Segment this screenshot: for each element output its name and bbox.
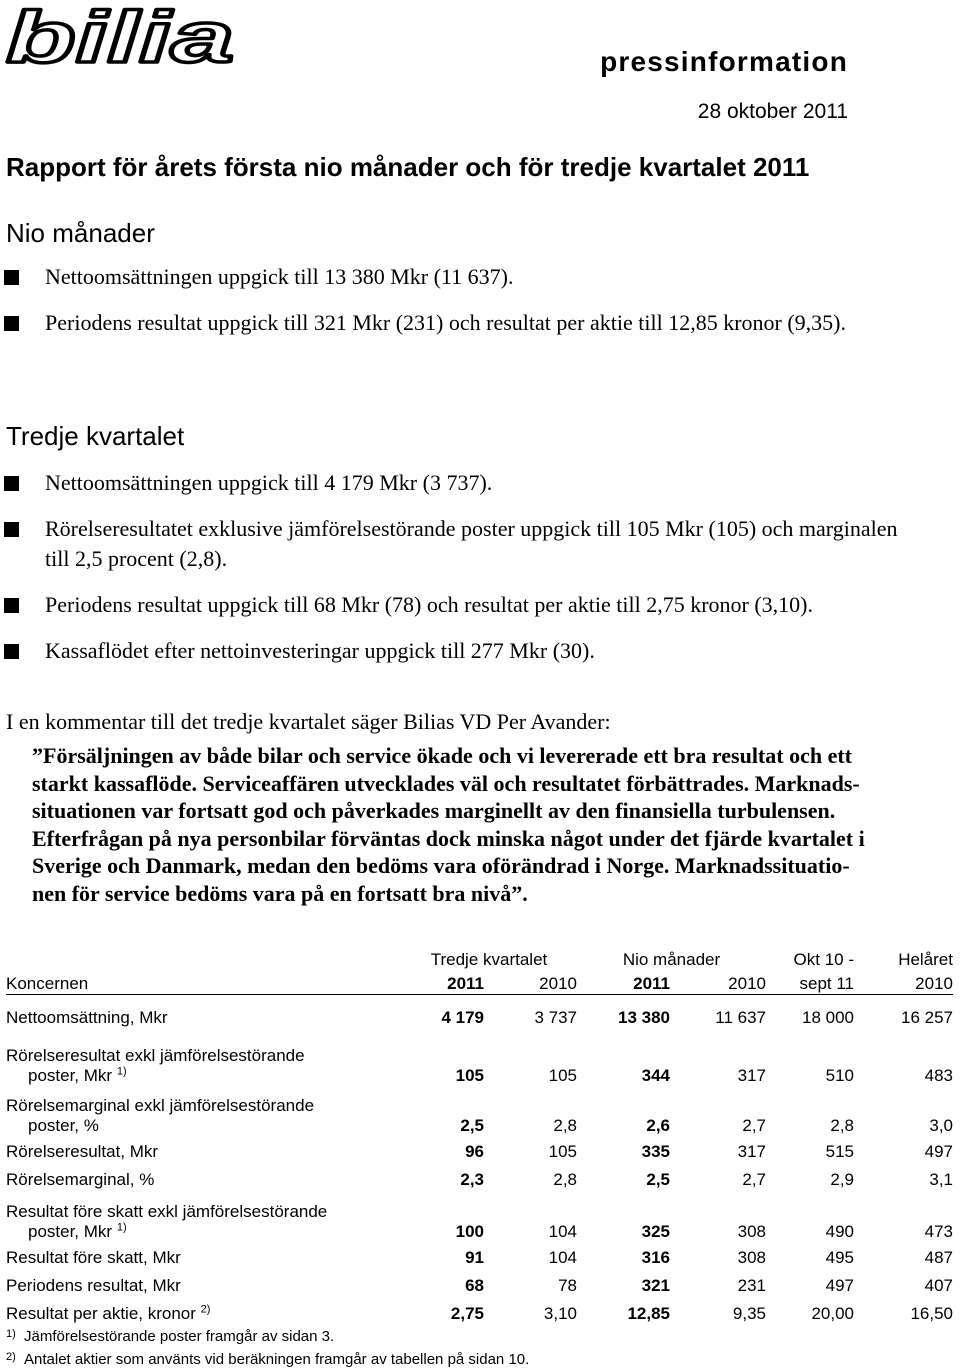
table-row [6,1296,953,1324]
square-bullet-icon [4,644,19,659]
bullet-text: Kassaflödet efter nettoinvesteringar uppgick till 277 Mkr (30). [45,638,595,663]
bullet-item [0,514,900,574]
table-cell: 2,5 [460,1116,484,1135]
col-group-okt-sept-line1: Okt 10 - [793,950,854,969]
row-label [6,1086,401,1136]
row-label-text: Rörelsemarginal exkl jämförelsestörande [6,1096,315,1115]
row-label-text: Resultat före skatt exkl jämförelsestörande [6,1202,328,1221]
footnote [6,1351,529,1368]
table-cell: 317 [737,1066,766,1085]
square-bullet-icon [4,476,19,491]
table-cell: 490 [825,1222,854,1241]
footnote-ref: 2) [200,1303,211,1316]
table-cell: 20,00 [811,1304,854,1323]
bullet-item [0,636,900,666]
square-bullet-icon [4,598,19,613]
row-label [6,1242,401,1268]
col-year: 2010 [915,973,953,993]
quote-line: starkt kassaflöde. Serviceaffären utvecklades väl och resultatet förbättrades. Marknads- [32,770,860,796]
col-year: 2010 [539,973,577,993]
table-cell: 316 [641,1248,670,1267]
table-cell: 308 [737,1248,766,1267]
row-label-continuation [6,1116,401,1136]
section-heading-q3: Tredje kvartalet [6,421,185,451]
table-cell: 335 [641,1142,670,1161]
footnote-ref: 1) [116,1221,127,1234]
table-cell: 2,6 [646,1116,670,1135]
table-cell: 3,1 [929,1170,953,1189]
bullet-item [0,468,900,498]
table-cell: 473 [924,1222,953,1241]
table-cell: 495 [825,1248,854,1267]
square-bullet-icon [4,316,19,331]
row-label [6,1162,401,1190]
bullet-item [0,308,900,338]
table-cell: 13 380 [577,994,670,1028]
table-cell: 2,8 [830,1116,854,1135]
row-label [6,1296,401,1324]
table-row [6,1162,953,1190]
row-label-text: Rörelseresultat exkl jämförelsestörande [6,1046,305,1065]
row-label-text-2: poster, Mkr [28,1066,113,1085]
comment-intro: I en kommentar till det tredje kvartalet säger Bilias VD Per Avander: [6,709,611,734]
table-cell: 3,10 [543,1304,577,1323]
table-cell: 3 737 [484,994,577,1028]
table-cell: 9,35 [732,1304,766,1323]
table-cell: 308 [737,1222,766,1241]
row-label-text: Resultat per aktie, kronor [6,1304,196,1323]
row-label-text: Nettoomsättning, Mkr [6,1008,168,1027]
table-cell: 104 [548,1248,577,1267]
bullet-text: Nettoomsättningen uppgick till 13 380 Mkr (11 637). [45,264,514,289]
table-cell: 11 637 [670,994,766,1028]
table-cell: 2,3 [460,1170,484,1189]
table-cell: 16,50 [910,1304,953,1323]
row-label [6,1268,401,1296]
table-cell: 344 [641,1066,670,1085]
footnote [6,1328,334,1345]
table-header-row [6,970,953,994]
section-heading-nine-months: Nio månader [6,218,155,248]
table-cell: 325 [641,1222,670,1241]
table-cell: 68 [465,1276,484,1295]
table-cell: 4 179 [401,994,484,1028]
table-cell: 2,75 [450,1304,484,1323]
footnote-text: Jämförelsestörande poster framgår av sidan 3. [24,1328,335,1345]
quote-line: nen för service bedöms vara på en fortsatt bra nivå”. [32,880,528,906]
table-row [6,1136,953,1162]
col-year: 2010 [728,973,766,993]
row-label [6,1190,401,1242]
table-cell: 2,8 [553,1116,577,1135]
table-cell: 105 [548,1142,577,1161]
table-cell: 91 [465,1248,484,1267]
bullet-text: Periodens resultat uppgick till 68 Mkr (78) och resultat per aktie till 2,75 kronor (3,10). [45,592,814,617]
bullet-text: Rörelseresultatet exklusive jämförelsestörande poster uppgick till 105 Mkr (105) och marginalen till 2,5 procent (2,8). [45,516,898,571]
bullet-item [0,590,900,620]
table-cell: 2,9 [830,1170,854,1189]
table-cell: 78 [558,1276,577,1295]
table-cell: 104 [548,1222,577,1241]
col-group-okt-sept-line2: sept 11 [799,973,854,993]
row-label-text: Rörelsemarginal, % [6,1170,155,1189]
quote-line: Efterfrågan på nya personbilar förväntas dock minska något under det fjärde kvartalet i [32,825,865,851]
table-cell: 3,0 [929,1116,953,1135]
quote-line: Sverige och Danmark, medan den bedöms vara oförändrad i Norge. Marknadssituatio- [32,853,850,878]
square-bullet-icon [4,270,19,285]
footnote-text: Antalet aktier som använts vid beräkningen framgår av tabellen på sidan 10. [24,1351,530,1368]
quote-line: ”Försäljningen av både bilar och service ökade och vi levererade ett bra resultat och ett [32,743,852,768]
row-header-koncernen: Koncernen [6,973,89,993]
report-date: 28 oktober 2011 [697,100,848,123]
table-cell: 96 [465,1142,484,1161]
row-label-continuation [6,1066,401,1086]
footnote-mark: 2) [6,1351,16,1363]
bullet-list-q3 [0,468,900,682]
bullet-list-nine-months [0,262,900,354]
table-cell: 483 [924,1066,953,1085]
table-cell: 487 [924,1248,953,1267]
brand-label: pressinformation [600,46,848,77]
quote-line: situationen var fortsatt god och påverkades marginellt av den finansiella turbulensen. [32,798,836,823]
table-cell: 2,7 [742,1170,766,1189]
col-year: 2011 [447,973,484,993]
table-cell: 105 [455,1066,484,1085]
row-label [6,1136,401,1162]
table-cell: 2,5 [646,1170,670,1189]
table-row [6,1242,953,1268]
table-cell: 321 [641,1276,670,1295]
col-group-nine-months: Nio månader [622,950,721,969]
financial-summary-table [6,944,953,1324]
square-bullet-icon [4,522,19,537]
table-row [6,1028,953,1086]
bilia-logo [0,0,240,72]
table-cell: 231 [737,1276,766,1295]
footnote-ref: 1) [116,1065,127,1078]
table-cell: 12,85 [627,1304,670,1323]
page-title: Rapport för årets första nio månader och för tredje kvartalet 2011 [6,152,810,182]
row-label-text-2: poster, Mkr [28,1222,113,1241]
table-cell: 100 [455,1222,484,1241]
row-label [6,1028,401,1086]
table-cell: 317 [737,1142,766,1161]
table-cell: 497 [825,1276,854,1295]
col-group-full-year: Helåret [898,950,953,969]
bullet-text: Nettoomsättningen uppgick till 4 179 Mkr (3 737). [45,470,493,495]
col-group-q3: Tredje kvartalet [430,950,548,969]
table-cell: 2,7 [742,1116,766,1135]
row-label-text: Rörelseresultat, Mkr [6,1142,159,1161]
table-cell: 497 [924,1142,953,1161]
table-row [6,1086,953,1136]
bullet-text: Periodens resultat uppgick till 321 Mkr (231) och resultat per aktie till 12,85 kronor (9,35). [45,310,847,335]
row-label [6,994,401,1028]
row-label-continuation [6,1222,401,1242]
table-row [6,994,953,1028]
ceo-quote [32,742,896,907]
row-label-text-2: poster, % [28,1116,99,1135]
table-cell: 2,8 [553,1170,577,1189]
logo-wordmark: bilia [6,0,235,72]
table-cell: 16 257 [860,994,953,1028]
table-cell: 407 [924,1276,953,1295]
row-label-text: Resultat före skatt, Mkr [6,1248,181,1267]
table-row [6,1190,953,1242]
bullet-item [0,262,900,292]
table-cell: 18 000 [766,994,860,1028]
table-cell: 105 [548,1066,577,1085]
col-year: 2011 [633,973,670,993]
table-cell: 515 [825,1142,854,1161]
table-row [6,1268,953,1296]
footnote-mark: 1) [6,1328,16,1340]
table-cell: 510 [825,1066,854,1085]
table-header-row [6,944,953,970]
row-label-text: Periodens resultat, Mkr [6,1276,181,1295]
